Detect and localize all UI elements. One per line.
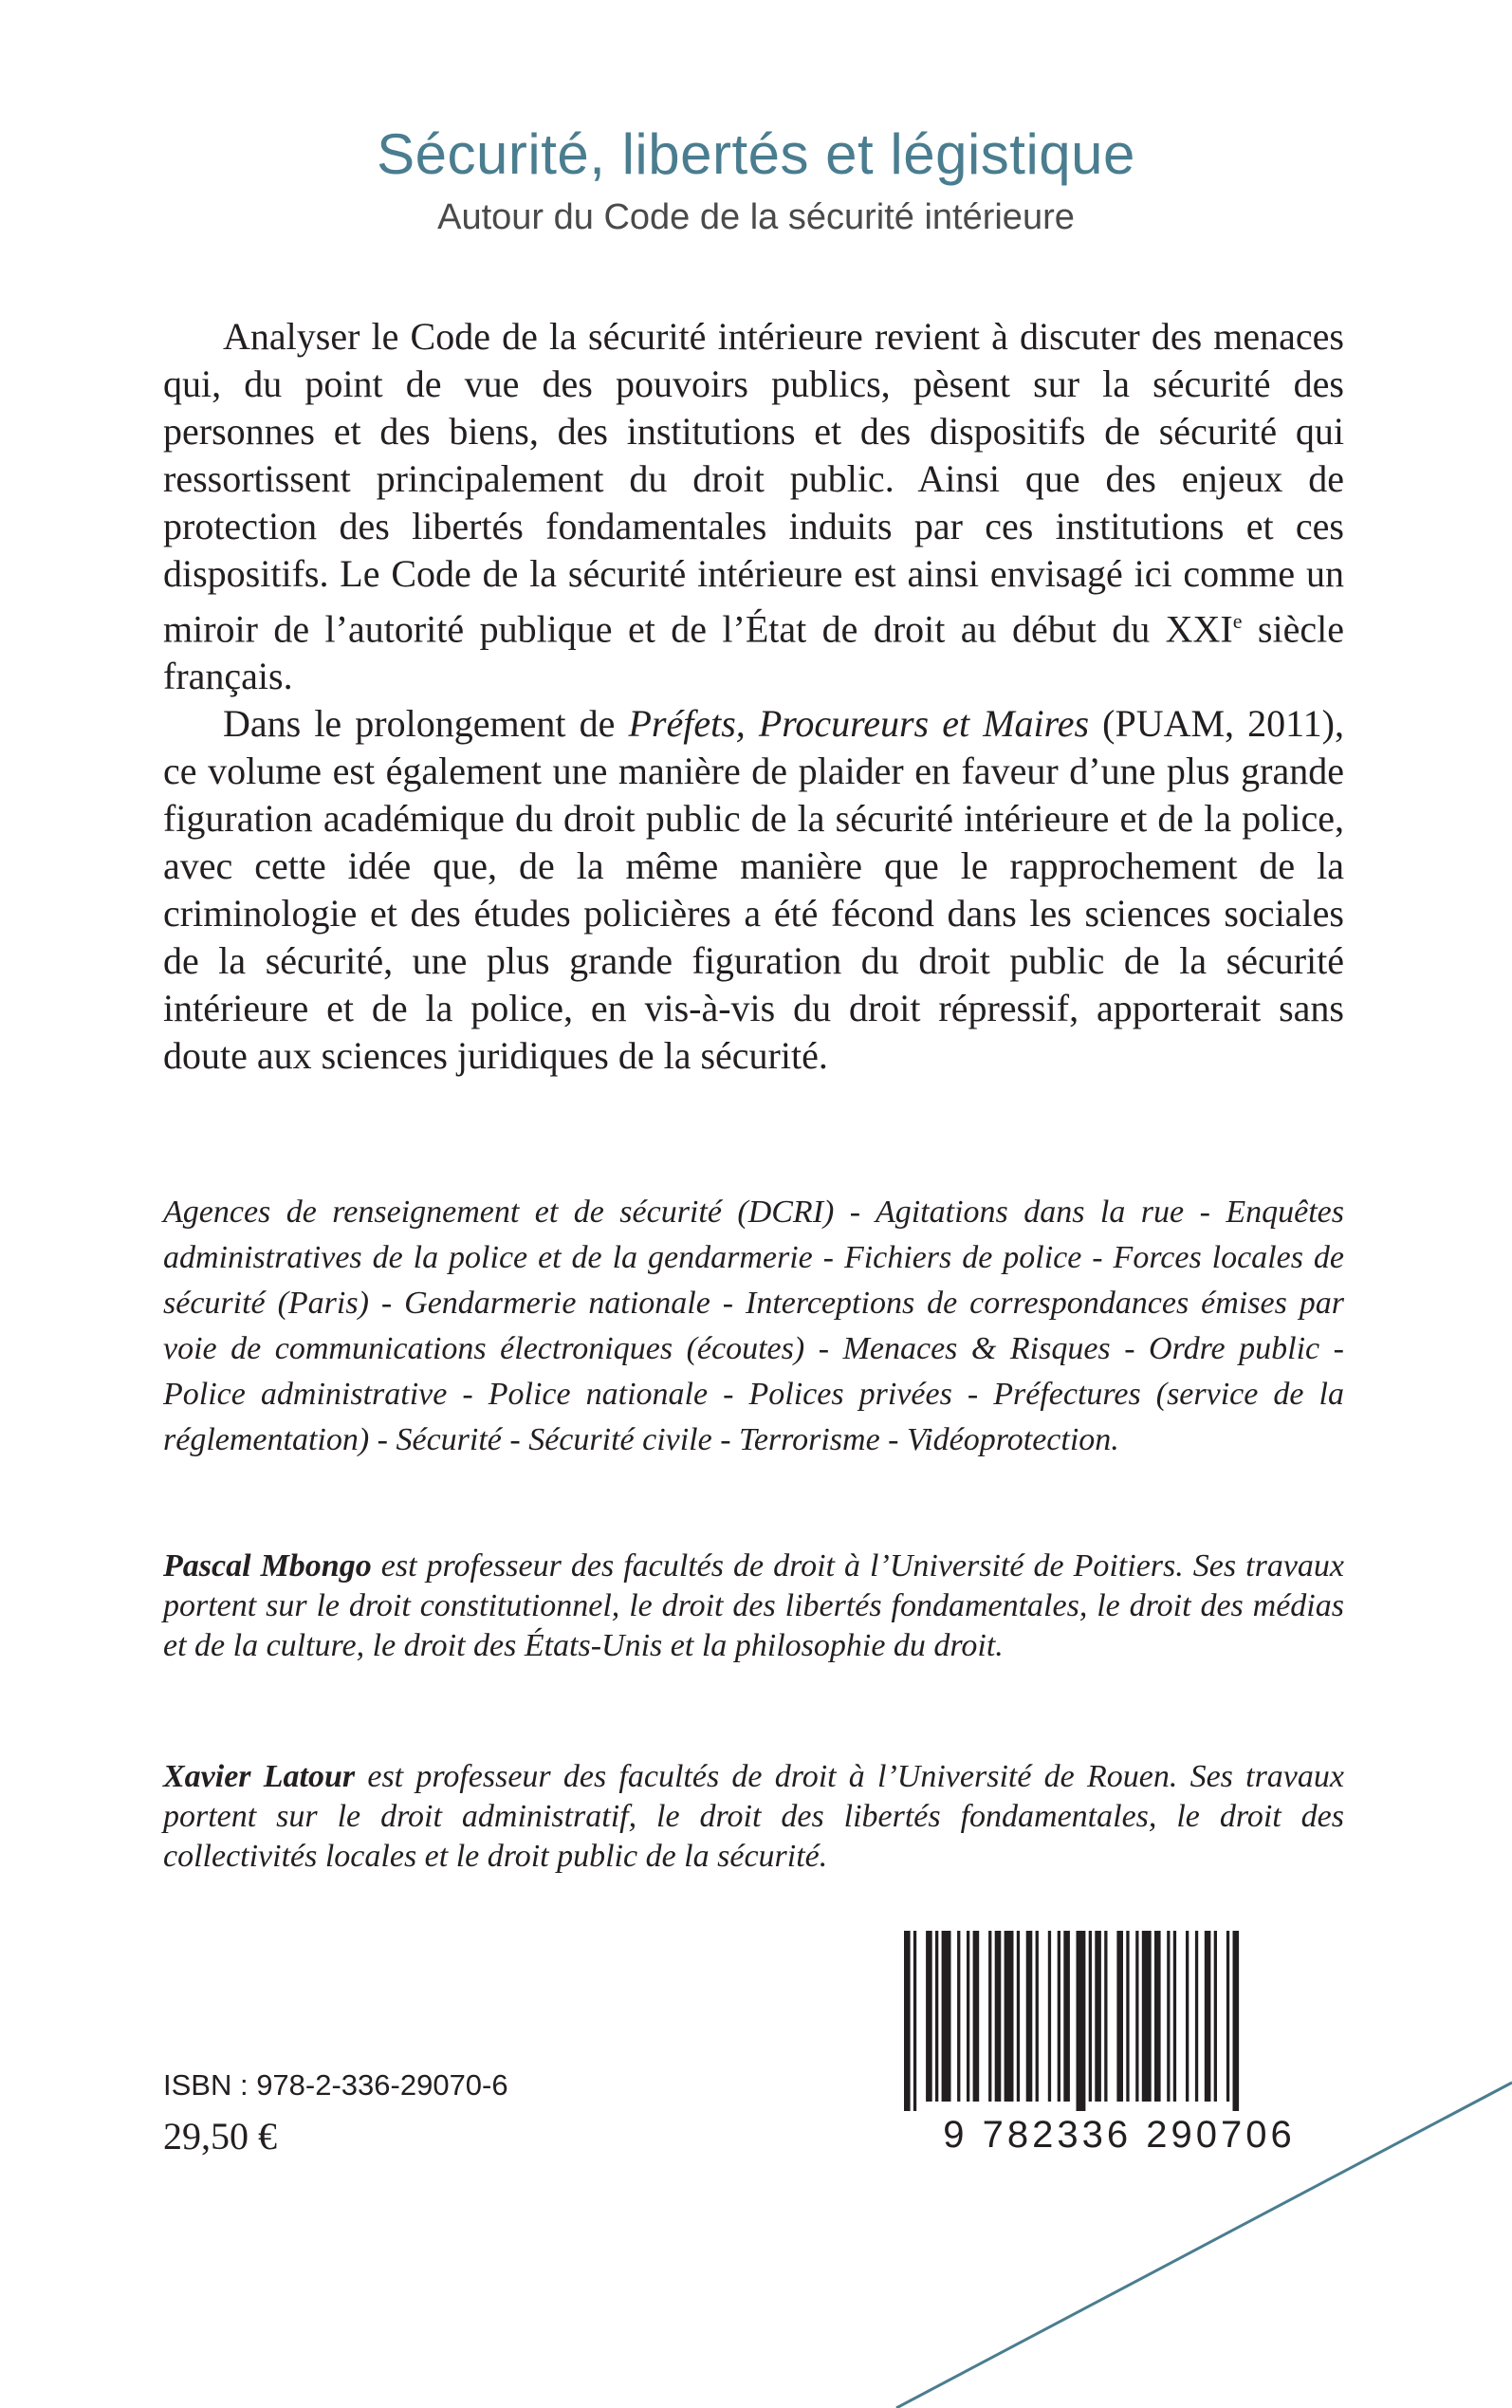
- book-title: Sécurité, libertés et légistique: [377, 122, 1135, 186]
- author-name: Pascal Mbongo: [163, 1548, 372, 1584]
- summary-paragraph-2: Dans le prolongement de Préfets, Procureurs et Maires (PUAM, 2011), ce volume est également une manière de plaider en faveur d’une plus grande figuration académique du droit public de la sécurité intérieure et de la police, avec cette idée que, de la même manière que le rapprochement de la criminologie et des études policières a été fécond dans les sciences sociales de la sécurité, une plus grande figuration du droit public de la sécurité intérieure et de la police, en vis-à-vis du droit répressif, apporterait sans doute aux sciences juridiques de la sécurité.: [163, 702, 1344, 1078]
- price: 29,50 €: [163, 2115, 277, 2158]
- author-name: Xavier Latour: [163, 1759, 356, 1794]
- keywords-list: Agences de renseignement et de sécurité (DCRI) - Agitations dans la rue - Enquêtes administratives de la police et de la gendarmerie - Fichiers de police - Forces locales de sécurité (Paris) - Gendarmerie nationale - Interceptions de correspondances émises par voie de communications électroniques (écoutes) - Menaces & Risques - Ordre public - Police administrative - Police nationale - Polices privées - Préfectures (service de la réglementation) - Sécurité - Sécurité civile - Terrorisme - Vidéoprotection.: [163, 1195, 1344, 1457]
- isbn: ISBN : 978-2-336-29070-6: [163, 2068, 508, 2102]
- summary-paragraph-1: Analyser le Code de la sécurité intérieure revient à discuter des menaces qui, du point de vue des pouvoirs publics, pèsent sur la sécurité des personnes et des biens, des institutions et des dispositifs de sécurité qui ressortissent principalement du droit public. Ainsi que des enjeux de protection des libertés fondamentales induits par ces institutions et ces dispositifs. Le Code de la sécurité intérieure est ainsi envisagé ici comme un miroir de l’autorité publique et de l’État de droit au début du XXIe siècle français.: [163, 315, 1344, 698]
- author-bio-1: Pascal Mbongo est professeur des facultés de droit à l’Université de Poitiers. Ses travaux portent sur le droit constitutionnel, le droit des libertés fondamentales, le droit des médias et de la culture, le droit des États-Unis et la philosophie du droit.: [163, 1548, 1344, 1663]
- barcode-number: 9 782336 290706: [943, 2114, 1296, 2156]
- author-bio-2: Xavier Latour est professeur des facultés de droit à l’Université de Rouen. Ses travaux portent sur le droit administratif, le droit des libertés fondamentales, le droit des collectivités locales et le droit public de la sécurité.: [163, 1759, 1344, 1874]
- book-subtitle: Autour du Code de la sécurité intérieure: [437, 197, 1075, 237]
